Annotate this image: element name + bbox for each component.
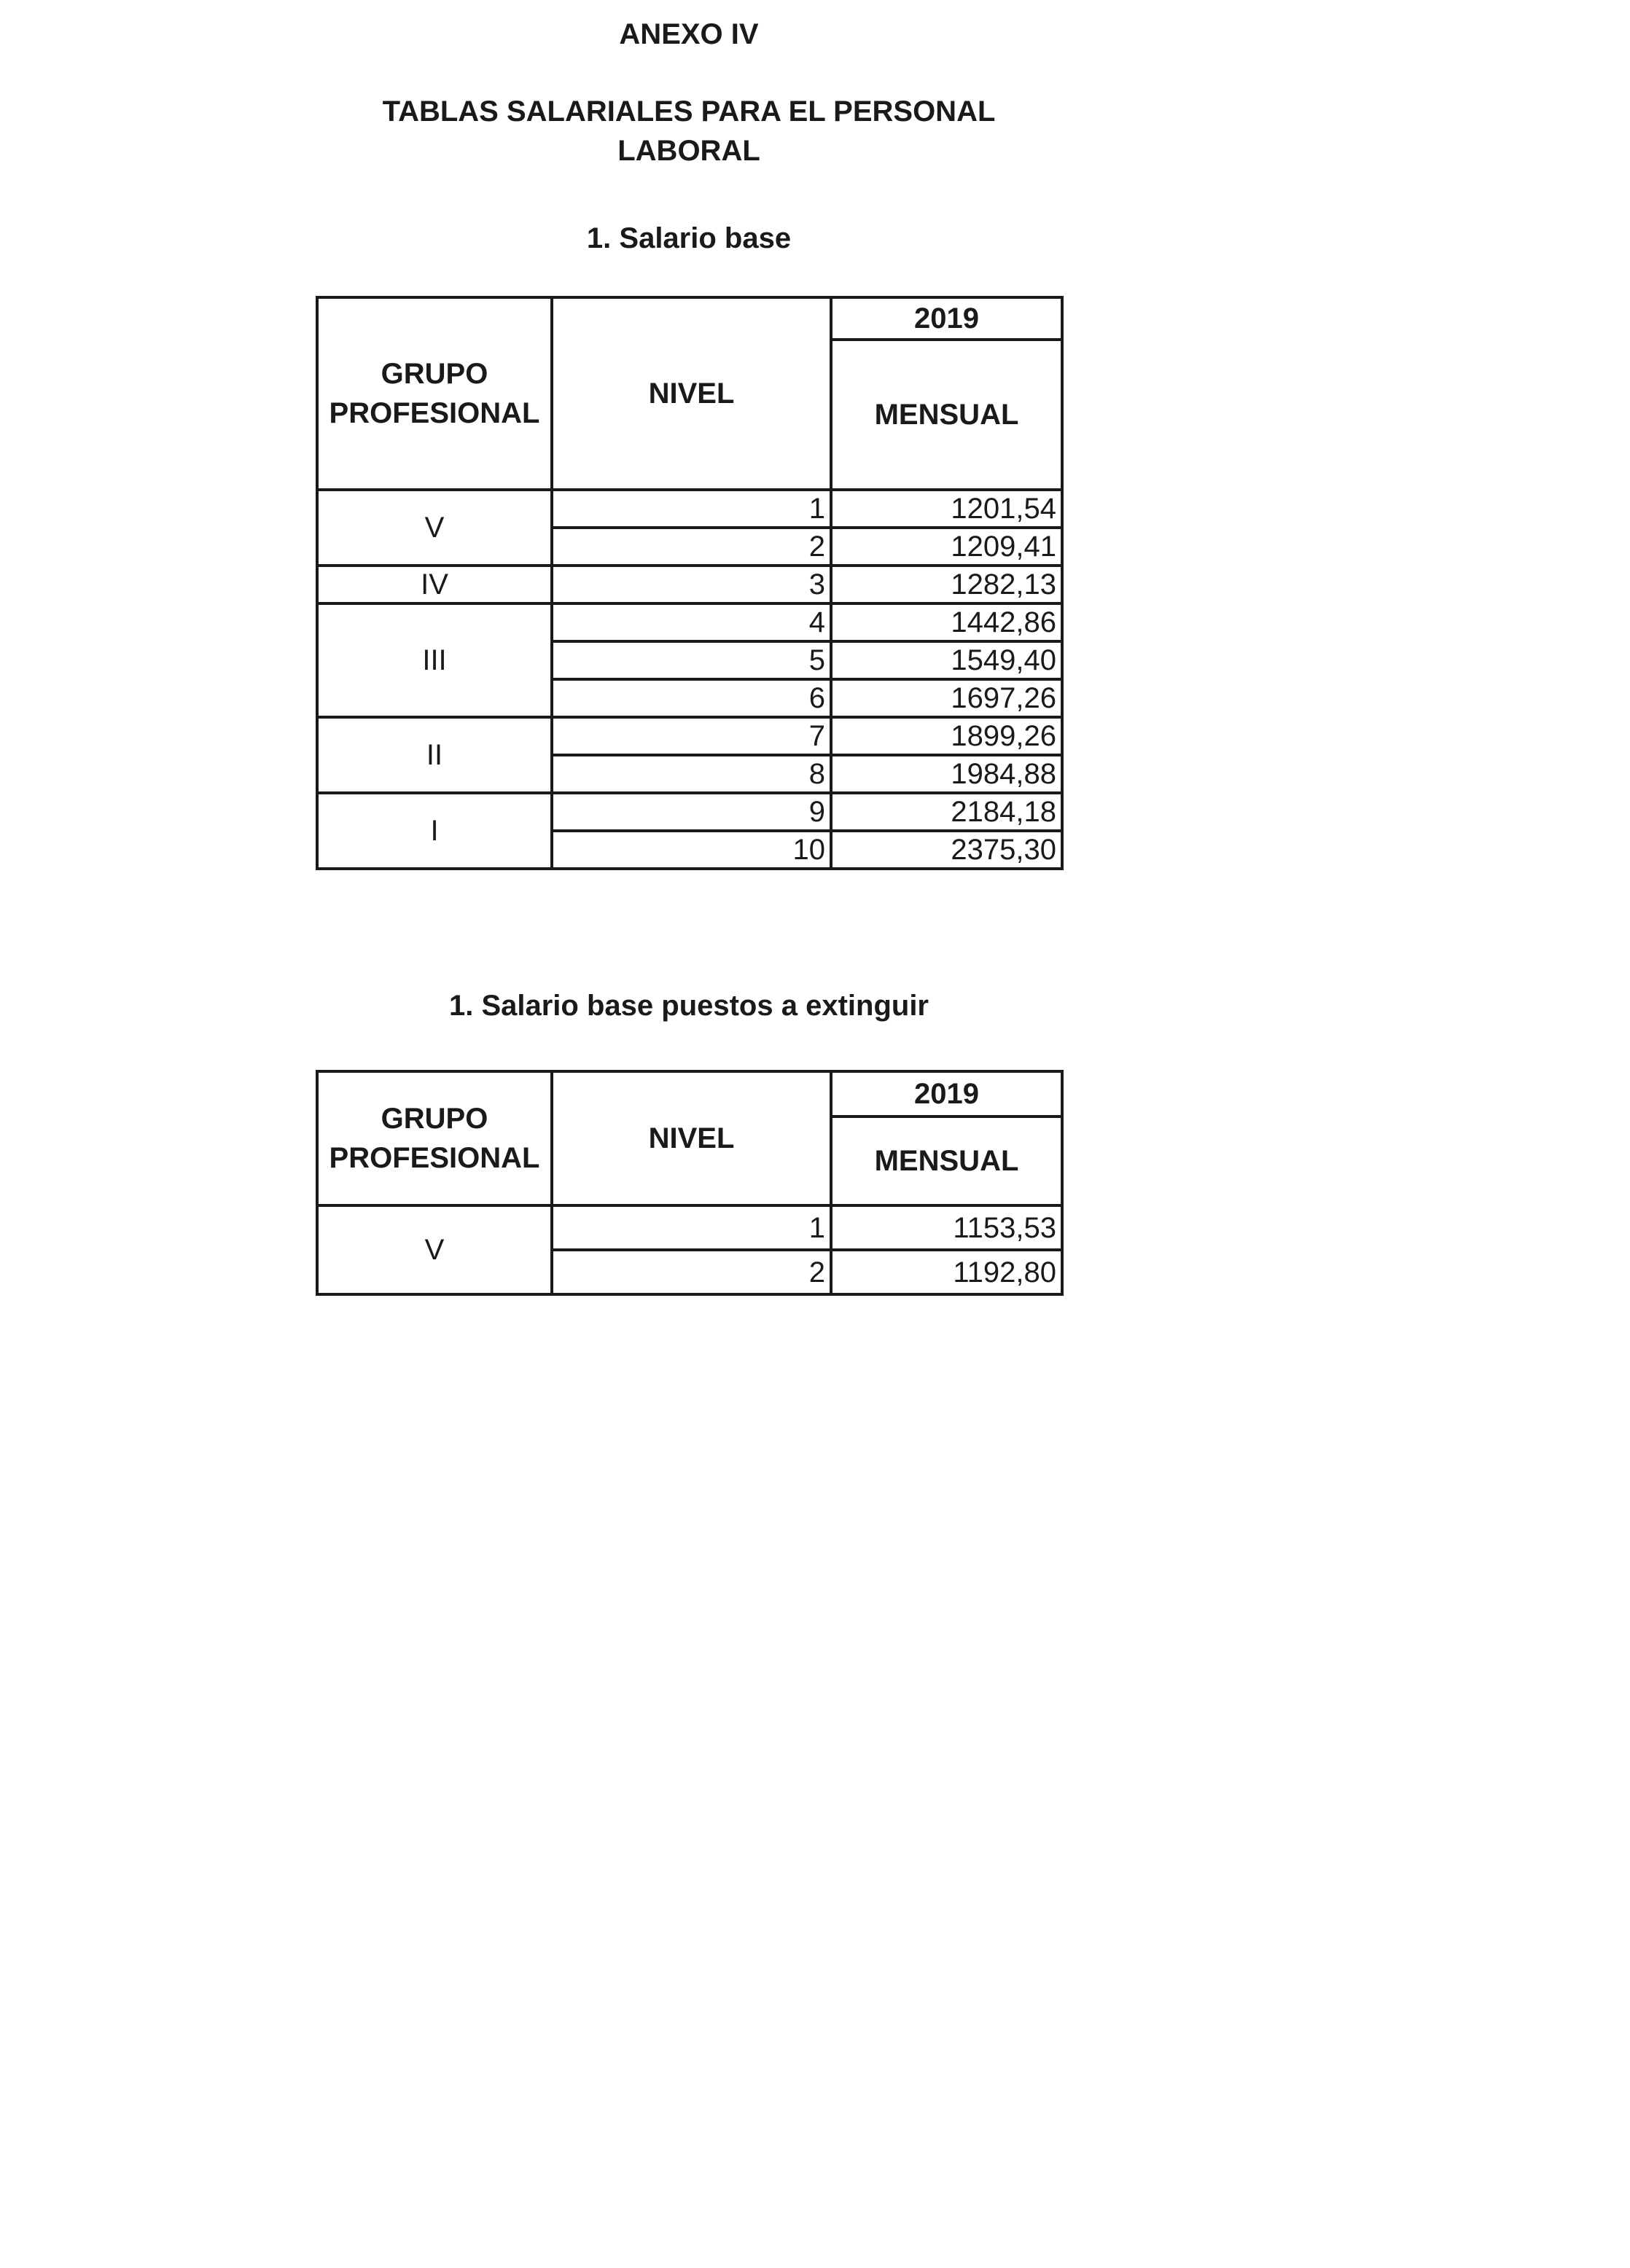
document-title: TABLAS SALARIALES PARA EL PERSONAL LABORAL [382,95,996,167]
cell-nivel: 9 [552,793,831,831]
section-heading-puestos-a-extinguir: 1. Salario base puestos a extinguir [448,990,929,1022]
table-row [317,793,1062,831]
cell-grupo: I [317,793,552,869]
header-nivel: NIVEL [552,1071,831,1205]
cell-mensual: 1192,80 [831,1250,1062,1294]
cell-mensual: 1442,86 [831,603,1062,641]
header-mensual: MENSUAL [831,1117,1062,1205]
table-row [317,1205,1062,1250]
header-grupo-profesional: GRUPO PROFESIONAL [317,297,552,490]
cell-grupo: V [317,490,552,566]
header-year: 2019 [831,1071,1062,1117]
cell-nivel: 10 [552,831,831,869]
cell-grupo: V [317,1205,552,1294]
cell-mensual: 2184,18 [831,793,1062,831]
annex-title: ANEXO IV [619,18,759,50]
cell-nivel: 2 [552,528,831,566]
table-row [317,566,1062,603]
cell-nivel: 6 [552,679,831,717]
cell-mensual: 2375,30 [831,831,1062,869]
cell-nivel: 1 [552,1205,831,1250]
table-row [317,490,1062,528]
table-row [317,717,1062,755]
cell-grupo: IV [317,566,552,603]
header-grupo-profesional: GRUPO PROFESIONAL [317,1071,552,1205]
header-year: 2019 [831,297,1062,340]
cell-nivel: 7 [552,717,831,755]
cell-mensual: 1201,54 [831,490,1062,528]
cell-mensual: 1549,40 [831,641,1062,679]
salary-table-extinguir [316,1070,1064,1296]
cell-nivel: 2 [552,1250,831,1294]
cell-mensual: 1984,88 [831,755,1062,793]
cell-mensual: 1697,26 [831,679,1062,717]
cell-mensual: 1899,26 [831,717,1062,755]
cell-nivel: 8 [552,755,831,793]
cell-nivel: 3 [552,566,831,603]
cell-grupo: III [317,603,552,717]
cell-nivel: 5 [552,641,831,679]
cell-nivel: 1 [552,490,831,528]
section-heading-salario-base: 1. Salario base [586,222,792,254]
cell-nivel: 4 [552,603,831,641]
header-mensual: MENSUAL [831,340,1062,490]
cell-mensual: 1153,53 [831,1205,1062,1250]
cell-mensual: 1209,41 [831,528,1062,566]
salary-table-base [316,296,1064,870]
table-body [317,1205,1062,1294]
table-body [317,490,1062,869]
cell-mensual: 1282,13 [831,566,1062,603]
cell-grupo: II [317,717,552,793]
table-row [317,603,1062,641]
header-nivel: NIVEL [552,297,831,490]
